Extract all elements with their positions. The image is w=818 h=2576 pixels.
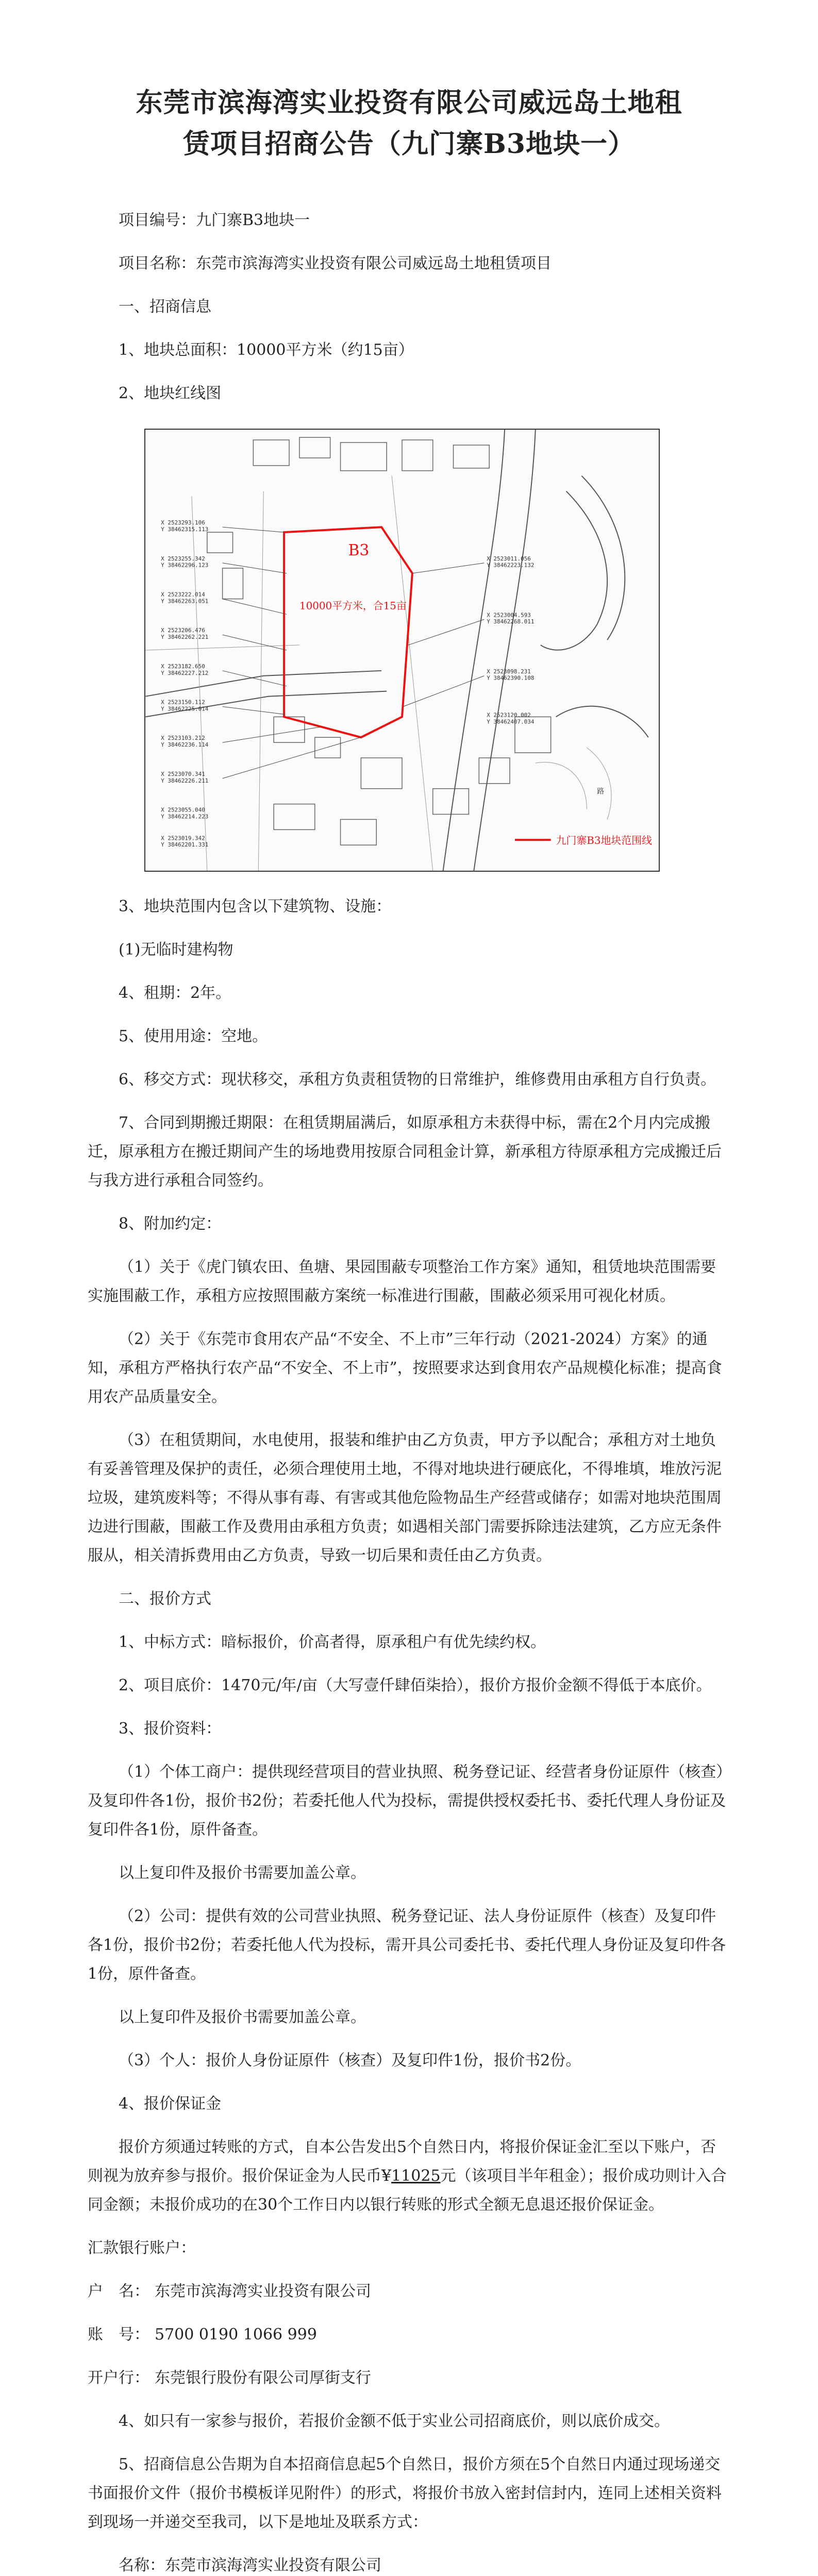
coordinate-label: Y 38462407.034 — [487, 718, 535, 725]
coordinate-label: X 2523120.002 — [487, 711, 531, 719]
item-usage: 5、使用用途：空地。 — [119, 1027, 268, 1045]
bank-holder-label: 户 名： — [88, 2282, 149, 2300]
legend-label: 九门寨B3地块范围线 — [556, 835, 653, 847]
item-announcement-period: 5、招商信息公告期为自本招商信息起5个自然日，报价方须在5个自然日内通过现场递交书面报价文件（报价书模板详见附件）的形式，将报价书放入密封信封内，连同上述相关资料到现场一并递交至我司，以下是地址及联系方式： — [88, 2455, 722, 2531]
coordinate-label: X 2523182.650 — [161, 663, 205, 670]
contact-name: 名称：东莞市滨海湾实业投资有限公司 — [119, 2556, 381, 2574]
redline-map — [144, 429, 660, 872]
item-single-bidder: 4、如只有一家参与报价，若报价金额不低于实业公司招商底价，则以底价成交。 — [119, 2412, 670, 2430]
deposit-text-pre: 报价方须通过转账的方式，自本公告发出5个自然日内，将报价保证金汇至以下账户，否则视为放弃参与报价。报价保证金为人民币¥ — [88, 2138, 716, 2185]
item-structures: 3、地块范围内包含以下建筑物、设施： — [119, 897, 392, 916]
term-enclosure: （1）关于《虎门镇农田、鱼塘、果园围蔽专项整治工作方案》通知，租赁地块范围需要实施围蔽工作，承租方应按照围蔽方案统一标准进行围蔽，围蔽必须采用可视化材质。 — [88, 1258, 716, 1305]
coordinate-label: X 2523293.106 — [161, 519, 205, 527]
coordinate-label: Y 38462262.221 — [161, 634, 209, 641]
bank-account: 5700 0190 1066 999 — [155, 2326, 317, 2344]
docs-company-note: 以上复印件及报价书需要加盖公章。 — [119, 2008, 366, 2026]
docs-individual: （1）个体工商户：提供现经营项目的营业执照、税务登记证、经营者身份证原件（核查）及复印件各1份，报价书2份；若委托他人代为投标，需提供授权委托书、委托代理人身份证及复印件各1份，原件备查。 — [88, 1763, 726, 1839]
coordinate-label: X 2523019.342 — [161, 835, 205, 842]
page-title — [88, 0, 730, 165]
term-maintenance: （3）在租赁期间，水电使用，报装和维护由乙方负责，甲方予以配合；承租方对土地负有妥善管理及保护的责任，必须合理使用土地，不得对地块进行硬底化，不得堆填，堆放污泥垃圾，建筑废料等；不得从事有毒、有害或其他危险物品生产经营或储存；如需对地块范围周边进行围蔽，围蔽工作及费用由承租方负责；如遇相关部门需要拆除违法建筑，乙方应无条件服从，相关清拆费用由乙方负责，导致一切后果和责任由乙方负责。 — [88, 1431, 722, 1565]
coordinate-label: X 2523150.112 — [161, 699, 205, 706]
item-redline-map: 2、地块红线图 — [119, 384, 222, 402]
coordinate-label: X 2523004.593 — [487, 612, 531, 619]
coordinate-label: X 2523098.231 — [487, 668, 531, 675]
coordinate-label: Y 38462315.113 — [161, 526, 209, 533]
bank-holder-row — [88, 2277, 730, 2306]
item-handover: 6、移交方式：现状移交，承租方负责租赁物的日常维护，维修费用由承租方自行负责。 — [119, 1071, 716, 1089]
term-food-safety: （2）关于《东莞市食用农产品“不安全、不上市”三年行动（2021-2024）方案》的通知，承租方严格执行农产品“不安全、不上市”，按照要求达到食用农产品规模化标准；提高食用农产品质量安全。 — [88, 1330, 722, 1406]
coordinate-label: Y 38462268.011 — [487, 618, 535, 625]
bank-branch-row — [88, 2364, 730, 2393]
docs-company: （2）公司：提供有效的公司营业执照、税务登记证、法人身份证原件（核查）及复印件各1份，报价书2份；若委托他人代为投标，需开具公司委托书、委托代理人身份证及复印件各1份，原件备查。 — [88, 1907, 726, 1983]
coordinate-label: Y 38462296.123 — [161, 562, 209, 569]
deposit-amount: 11025 — [391, 2167, 441, 2185]
title-line-2: 赁项目招商公告（九门寨B3地块一） — [182, 128, 636, 160]
item-reserve-price: 2、项目底价：1470元/年/亩（大写壹仟肆佰柒拾），报价方报价金额不得低于本底价。 — [119, 1676, 712, 1694]
coordinate-label: X 2523255.342 — [161, 555, 205, 562]
redline-map-drawing — [145, 430, 659, 871]
item-relocation: 7、合同到期搬迁期限：在租赁期届满后，如原承租方未获得中标，需在2个月内完成搬迁，原承租方在搬迁期间产生的场地费用按原合同租金计算，新承租方待原承租方完成搬迁后与我方进行承租合同签约。 — [88, 1114, 722, 1190]
parcel-label: B3 — [348, 541, 370, 560]
bank-branch: 东莞银行股份有限公司厚街支行 — [155, 2369, 371, 2387]
coordinate-label: Y 38462236.114 — [161, 741, 209, 749]
section-2-heading: 二、报价方式 — [119, 1590, 211, 1608]
coordinate-label: X 2523222.014 — [161, 591, 205, 598]
item-additional-terms: 8、附加约定： — [119, 1215, 222, 1233]
coordinate-label: Y 38462225.014 — [161, 705, 209, 713]
deposit-text-post: 元（该项目半年租金）；报价成功则计入合同金额；未报价成功的在30个工作日内以银行转账的形式全额无息退还报价保证金。 — [88, 2167, 727, 2214]
project-name: 项目名称：东莞市滨海湾实业投资有限公司威远岛土地租赁项目 — [119, 255, 552, 273]
title-line-1: 东莞市滨海湾实业投资有限公司威远岛土地租 — [136, 87, 682, 118]
bank-branch-label: 开户行： — [88, 2369, 149, 2387]
item-deposit: 4、报价保证金 — [119, 2095, 222, 2113]
coordinate-label: Y 38462390.108 — [487, 674, 535, 682]
deposit-details — [88, 2133, 730, 2219]
section-1-heading: 一、招商信息 — [119, 298, 211, 316]
project-number: 项目编号：九门寨B3地块一 — [119, 211, 310, 229]
item-structures-none: (1)无临时建构物 — [119, 941, 233, 959]
item-bid-method: 1、中标方式：暗标报价，价高者得，原承租户有优先续约权。 — [119, 1633, 546, 1651]
coordinate-label: Y 38462227.212 — [161, 669, 209, 676]
docs-individual-note: 以上复印件及报价书需要加盖公章。 — [119, 1864, 366, 1882]
item-bid-documents: 3、报价资料： — [119, 1720, 222, 1738]
bank-account-label: 账 号： — [88, 2326, 149, 2344]
coordinate-label: X 2523011.056 — [487, 555, 531, 562]
road-label: 路 — [597, 787, 605, 796]
bank-title: 汇款银行账户： — [88, 2239, 196, 2257]
item-land-area: 1、地块总面积：10000平方米（约15亩） — [119, 341, 414, 359]
bank-account-row — [88, 2320, 730, 2349]
coordinate-label: X 2523103.212 — [161, 735, 205, 742]
item-lease-term: 4、租期：2年。 — [119, 984, 231, 1002]
coordinate-label: Y 38462226.211 — [161, 777, 209, 784]
coordinate-label: Y 38462201.331 — [161, 841, 209, 849]
bank-holder: 东莞市滨海湾实业投资有限公司 — [155, 2282, 371, 2300]
coordinate-label: Y 38462223.132 — [487, 562, 535, 569]
coordinate-label: X 2523206.476 — [161, 627, 205, 634]
docs-person: （3）个人：报价人身份证原件（核查）及复印件1份，报价书2份。 — [119, 2052, 581, 2070]
parcel-area-label: 10000平方米，合15亩 — [299, 600, 407, 612]
coordinate-label: Y 38462214.223 — [161, 813, 209, 820]
coordinate-label: X 2523070.341 — [161, 770, 205, 777]
coordinate-label: X 2523055.040 — [161, 806, 205, 814]
coordinate-label: Y 38462263.051 — [161, 598, 209, 605]
